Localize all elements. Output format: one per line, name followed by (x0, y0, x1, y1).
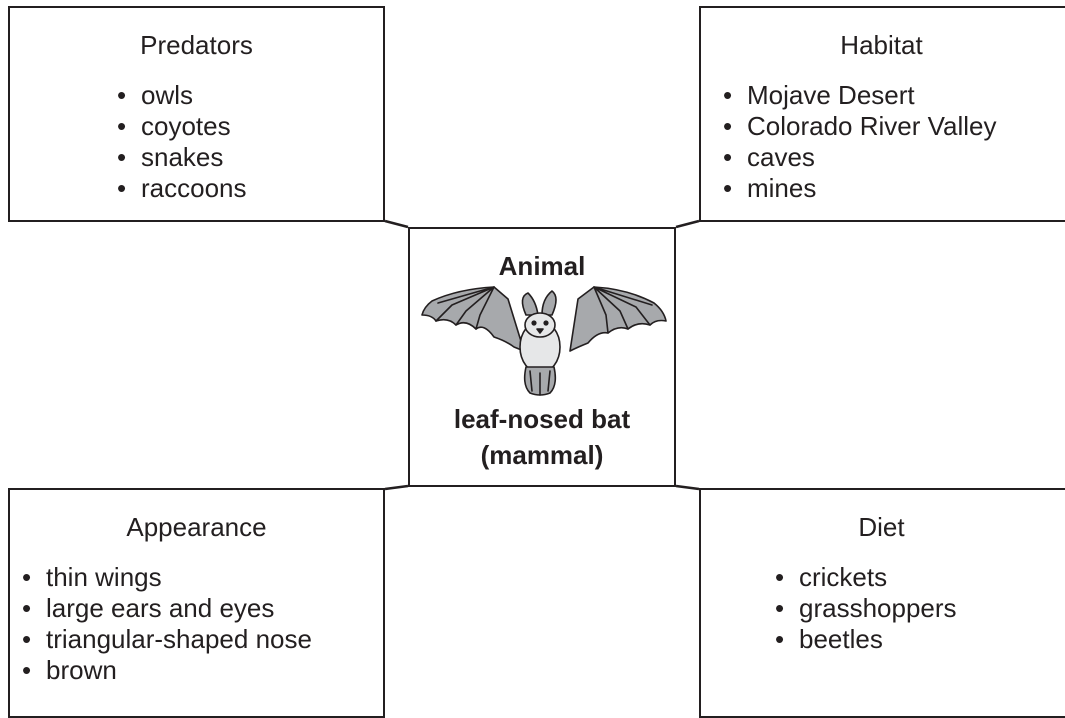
animal-name (410, 401, 674, 473)
diet-box (699, 488, 1065, 718)
list-item: • coyotes (117, 111, 231, 141)
connector-diet (676, 486, 699, 489)
list-item: • triangular-shaped nose (22, 624, 312, 654)
appearance-list (20, 562, 312, 686)
list-item: • Colorado River Valley (723, 111, 997, 141)
list-item: • caves (723, 142, 815, 172)
list-item: • snakes (117, 142, 224, 172)
connector-habitat (676, 221, 699, 227)
predators-list (115, 80, 247, 204)
list-item: • owls (117, 80, 194, 110)
habitat-box (699, 6, 1065, 222)
list-item: • Mojave Desert (723, 80, 915, 110)
appearance-title: Appearance (126, 512, 267, 542)
list-item: • raccoons (117, 173, 247, 203)
center-heading: Animal (498, 251, 586, 281)
bat-illustration (418, 281, 668, 399)
predators-title: Predators (140, 30, 253, 60)
animal-name-line1: leaf-nosed bat (453, 404, 631, 434)
left-ear (522, 293, 538, 315)
list-item: • beetles (775, 624, 883, 654)
connector-predators (385, 221, 408, 227)
center-box (408, 227, 676, 487)
habitat-title: Habitat (840, 30, 923, 60)
right-wing (570, 287, 666, 351)
list-item: • brown (22, 655, 117, 685)
list-item: • mines (723, 173, 817, 203)
right-ear (542, 291, 556, 315)
list-item: • grasshoppers (775, 593, 957, 623)
list-item: • crickets (775, 562, 888, 592)
predators-box (8, 6, 385, 222)
connector-appearance (385, 486, 408, 489)
diet-list (773, 562, 957, 655)
animal-name-line2: (mammal) (480, 440, 604, 470)
appearance-box (8, 488, 385, 718)
habitat-list (721, 80, 997, 204)
list-item: • large ears and eyes (22, 593, 275, 623)
diet-title: Diet (858, 512, 905, 542)
list-item: • thin wings (22, 562, 162, 592)
